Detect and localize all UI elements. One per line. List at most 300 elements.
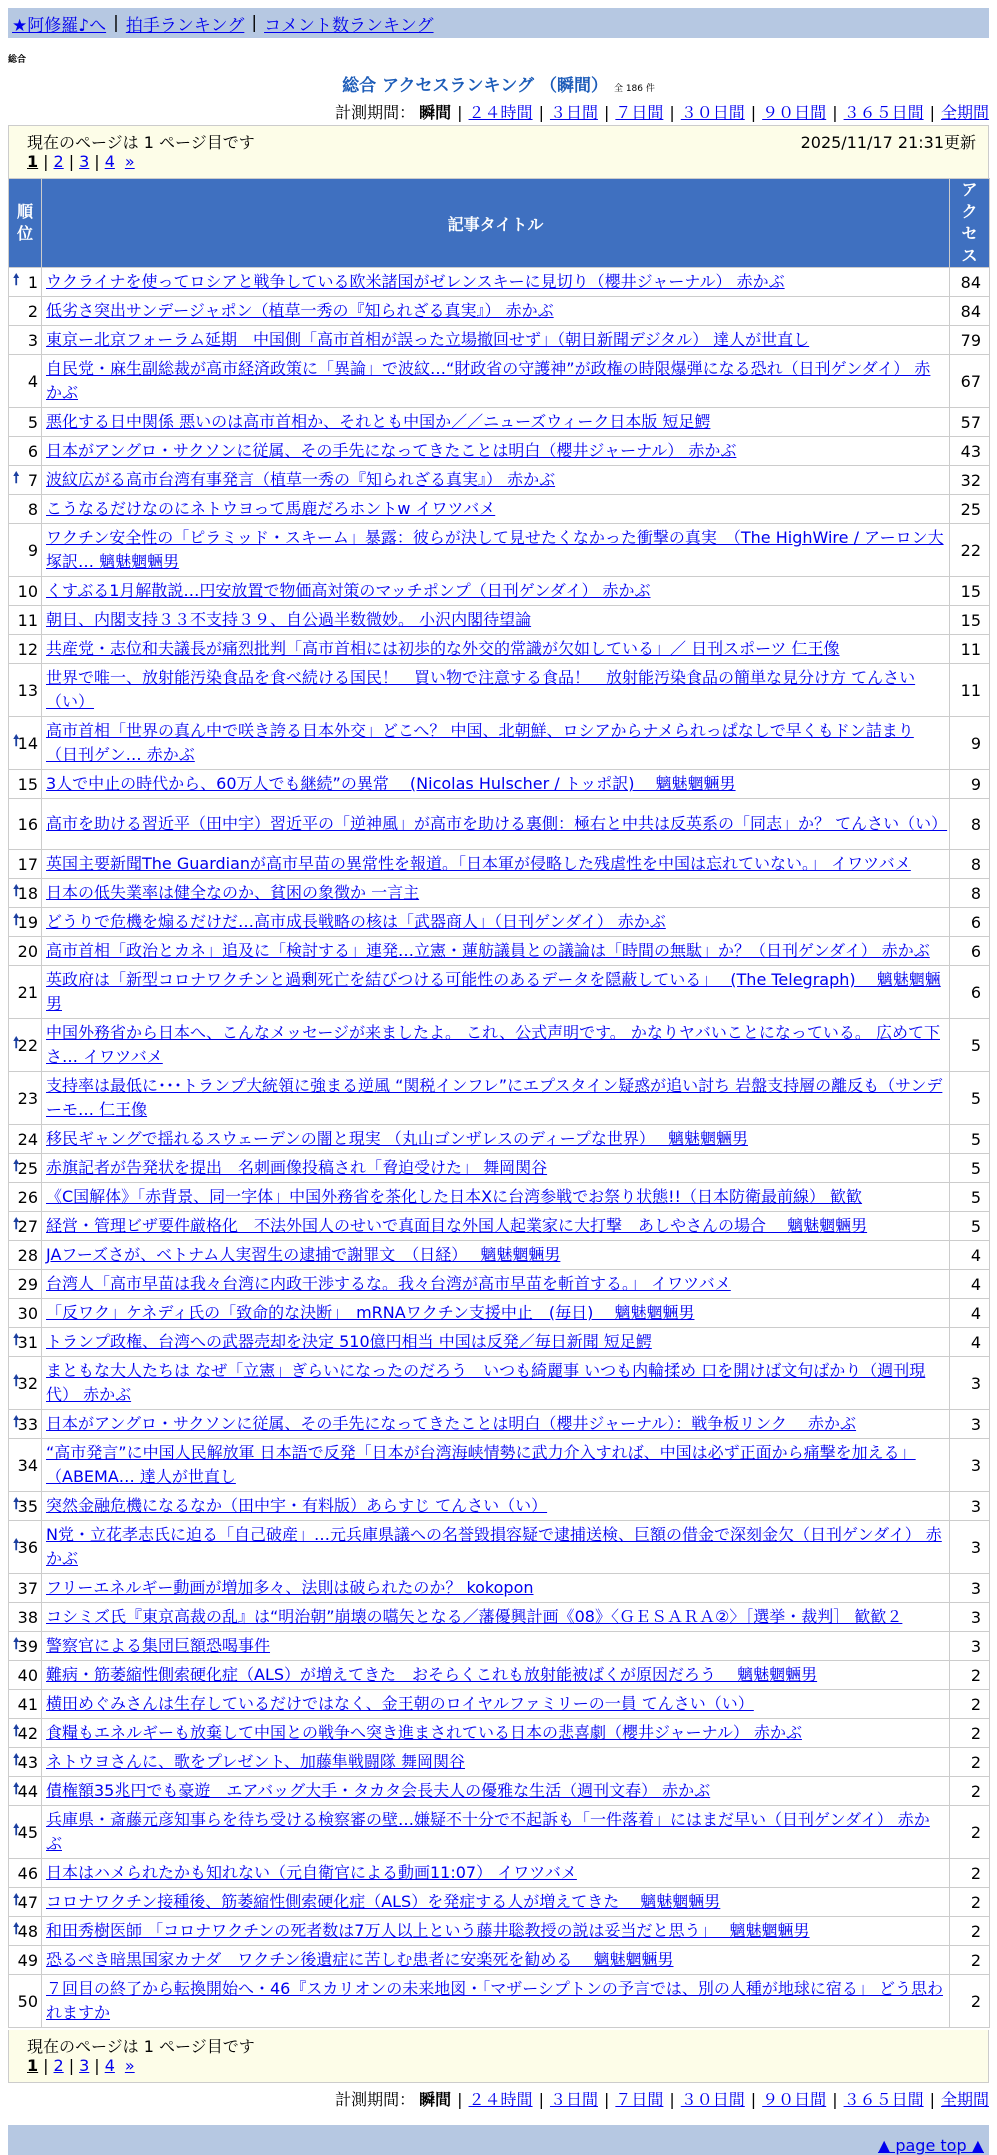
rank-cell <box>9 1719 42 1748</box>
access-count: 9 <box>950 770 990 799</box>
access-count: 11 <box>950 664 990 717</box>
title-cell <box>42 466 950 495</box>
current-page-text: 現在のページは 1 ページ目です <box>27 2037 255 2056</box>
period-separator: | <box>929 2090 935 2109</box>
table-row <box>9 717 990 770</box>
period-label: 計測期間： <box>335 103 416 122</box>
rank-cell <box>9 1492 42 1521</box>
rank-cell <box>9 1690 42 1719</box>
rank-number: 7 <box>27 470 38 490</box>
pager-link[interactable]: 3 <box>79 2056 90 2075</box>
title-cell <box>42 1777 950 1806</box>
access-count: 43 <box>950 437 990 466</box>
title-cell <box>42 879 950 908</box>
table-row <box>9 408 990 437</box>
access-count: 32 <box>950 466 990 495</box>
article-link[interactable]: 横田めぐみさんは生存しているだけではなく、金王朝のロイヤルファミリーの一員 てんさい（い） <box>46 1694 754 1713</box>
article-link[interactable]: 高市を助ける習近平（田中宇）習近平の「逆神風」が高市を助ける裏側：極右と中共は反英系の「同志」か？ てんさい（い） <box>46 814 948 833</box>
title-cell <box>42 717 950 770</box>
period-link[interactable]: ３６５日間 <box>843 2090 924 2109</box>
period-link[interactable]: ２４時間 <box>468 2090 533 2109</box>
article-link[interactable]: トランプ政権、台湾への武器売却を決定 510億円相当 中国は反発／毎日新聞 短足鰐 <box>46 1332 652 1351</box>
access-count: 22 <box>950 524 990 577</box>
pager-separator: | <box>68 2056 75 2075</box>
table-row <box>9 1125 990 1154</box>
access-count: 25 <box>950 495 990 524</box>
rank-cell <box>9 268 42 297</box>
rank-number: 9 <box>27 540 38 560</box>
article-link[interactable]: 「反ワク」ケネディ氏の「致命的な決断」 mRNAワクチン支援中止 (毎日) 魑魅魍魎男 <box>46 1303 695 1322</box>
title-cell <box>42 1241 950 1270</box>
article-link[interactable]: 移民ギャングで揺れるスウェーデンの闇と現実 （丸山ゴンザレスのディープな世界） 魑魅魍魎男 <box>46 1129 749 1148</box>
article-link[interactable]: 自民党・麻生副総裁が高市経済政策に「異論」で波紋…“財政省の守護神”が政権の時限爆弾になる恐れ（日刊ゲンダイ） 赤かぶ <box>46 359 931 402</box>
period-separator: | <box>832 103 838 122</box>
access-count: 3 <box>950 1574 990 1603</box>
article-link[interactable]: 低劣さ突出サンデージャポン（植草一秀の『知られざる真実』） 赤かぶ <box>46 301 554 320</box>
table-row <box>9 937 990 966</box>
rank-cell <box>9 1748 42 1777</box>
rank-cell <box>9 850 42 879</box>
rank-number: 16 <box>17 814 38 834</box>
period-separator: | <box>457 2090 463 2109</box>
table-row <box>9 1521 990 1574</box>
article-link[interactable]: 食糧もエネルギーも放棄して中国との戦争へ突き進まされている日本の悲喜劇（櫻井ジャーナル） 赤かぶ <box>46 1723 802 1742</box>
pager-separator: | <box>94 152 100 171</box>
rank-cell <box>9 1603 42 1632</box>
rank-cell <box>9 1806 42 1859</box>
period-link[interactable]: ７日間 <box>615 103 664 122</box>
table-row <box>9 1410 990 1439</box>
table-row <box>9 1439 990 1492</box>
title-cell <box>42 1072 950 1125</box>
rank-cell <box>9 908 42 937</box>
table-row <box>9 524 990 577</box>
access-count: 11 <box>950 635 990 664</box>
rank-up-arrow-icon: 🠕 <box>13 731 20 750</box>
title-cell <box>42 1299 950 1328</box>
table-row <box>9 1888 990 1917</box>
rank-number: 32 <box>17 1373 38 1393</box>
rank-cell <box>9 1946 42 1975</box>
title-cell <box>42 1859 950 1888</box>
page-title-text: 総合 アクセスランキング （瞬間） <box>342 76 608 96</box>
article-link[interactable]: 英国主要新聞The Guardianが高市早苗の異常性を報道。「日本軍が侵略した残虐性を中国は忘れていない。」 イワツバメ <box>46 854 911 873</box>
period-separator: | <box>669 103 675 122</box>
pager-link[interactable]: 3 <box>79 152 90 171</box>
access-count: 5 <box>950 1212 990 1241</box>
pager-next[interactable]: » <box>124 2056 135 2075</box>
table-row <box>9 1019 990 1072</box>
table-row <box>9 908 990 937</box>
rank-cell <box>9 879 42 908</box>
table-row <box>9 1806 990 1859</box>
article-link[interactable]: 英政府は「新型コロナワクチンと過剰死亡を結びつける可能性のあるデータを隠蔽している」 (The Telegraph) 魑魅魍魎男 <box>46 970 941 1013</box>
title-cell <box>42 1154 950 1183</box>
period-separator: | <box>750 2090 757 2109</box>
period-link[interactable]: ３日間 <box>549 103 598 122</box>
rank-cell <box>9 635 42 664</box>
rank-number: 44 <box>17 1781 38 1801</box>
period-link[interactable]: 全期間 <box>940 103 989 122</box>
rank-up-arrow-icon: 🠕 <box>13 1919 20 1938</box>
article-link[interactable]: 東京ー北京フォーラム延期 中国側「高市首相が誤った立場撤回せず」（朝日新聞デジタル） 達人が世直し <box>46 330 810 349</box>
article-link[interactable]: 兵庫県・斎藤元彦知事らを待ち受ける検察審の壁…嫌疑不十分で不起訴も「一件落着」にはまだ早い（日刊ゲンダイ） 赤かぶ <box>46 1810 930 1853</box>
title-cell <box>42 1183 950 1212</box>
rank-cell <box>9 495 42 524</box>
period-link[interactable]: 全期間 <box>940 2090 989 2109</box>
article-link[interactable]: コロナワクチン接種後、筋萎縮性側索硬化症（ALS）を発症する人が増えてきた 魑魅魍魎男 <box>46 1892 721 1911</box>
article-link[interactable]: 世界で唯一、放射能汚染食品を食べ続ける国民！ 買い物で注意する食品！ 放射能汚染食品の簡単な見分け方 てんさい（い） <box>46 668 916 711</box>
title-cell <box>42 850 950 879</box>
table-row <box>9 1748 990 1777</box>
access-count: 6 <box>950 908 990 937</box>
rank-cell <box>9 408 42 437</box>
title-cell <box>42 664 950 717</box>
article-link[interactable]: コシミズ氏『東京高裁の乱』は“明治朝”崩壊の嚆矢となる／藩優興計画《08》〈ＧＥＳＡＲＡ②〉［選挙・裁判］ 歓歓２ <box>46 1607 903 1626</box>
access-count: 3 <box>950 1521 990 1574</box>
title-cell <box>42 1888 950 1917</box>
access-count: 67 <box>950 355 990 408</box>
home-link[interactable]: ★阿修羅♪へ <box>12 15 107 36</box>
title-cell <box>42 1975 950 2028</box>
title-cell <box>42 297 950 326</box>
article-link[interactable]: JAフーズさが、ベトナム人実習生の逮捕で謝罪文 （日経） 魑魅魍魎男 <box>46 1245 561 1264</box>
table-row <box>9 326 990 355</box>
access-count: 4 <box>950 1270 990 1299</box>
access-count: 15 <box>950 577 990 606</box>
article-link[interactable]: 支持率は最低に･･･トランプ大統領に強まる逆風 “関税インフレ”にエプスタイン疑惑が追い討ち 岩盤支持層の離反も（サンデーモ… 仁王像 <box>46 1076 943 1119</box>
page-info-box <box>8 125 989 178</box>
rank-number: 29 <box>17 1274 38 1294</box>
access-count: 5 <box>950 1154 990 1183</box>
col-access-header: アクセス <box>950 179 990 268</box>
pager-separator: | <box>68 152 75 171</box>
rank-number: 41 <box>17 1694 38 1714</box>
rank-up-arrow-icon: 🠕 <box>13 1330 20 1349</box>
rank-cell <box>9 1777 42 1806</box>
article-link[interactable]: こうなるだけなのにネトウヨって馬鹿だろホントw イワツバメ <box>46 499 496 518</box>
article-link[interactable]: 《C国解体》「赤背景、同一字体」中国外務省を茶化した日本Xに台湾参戦でお祭り状態!!（日本防衛最前線） 歓歓 <box>46 1187 863 1206</box>
rank-up-arrow-icon: 🠕 <box>13 1634 20 1653</box>
nav-separator: | <box>251 13 258 33</box>
title-cell <box>42 1492 950 1521</box>
rank-number: 42 <box>17 1723 38 1743</box>
access-count: 5 <box>950 1019 990 1072</box>
rank-cell <box>9 1521 42 1574</box>
period-link[interactable]: ２４時間 <box>468 103 533 122</box>
rank-cell <box>9 664 42 717</box>
table-row <box>9 799 990 850</box>
rank-cell <box>9 355 42 408</box>
access-count: 3 <box>950 1492 990 1521</box>
col-rank-header: 順位 <box>9 179 42 268</box>
title-cell <box>42 1328 950 1357</box>
rank-cell <box>9 1917 42 1946</box>
comment-ranking-link[interactable]: コメント数ランキング <box>264 15 434 36</box>
access-count: 2 <box>950 1806 990 1859</box>
article-link[interactable]: 経営・管理ビザ要件厳格化 不法外国人のせいで真面目な外国人起業家に大打撃 あしやさんの場合 魑魅魍魎男 <box>46 1216 868 1235</box>
period-link[interactable]: ９０日間 <box>762 2090 827 2109</box>
col-title-header: 記事タイトル <box>42 179 950 268</box>
rank-cell <box>9 466 42 495</box>
article-link[interactable]: 高市首相「世界の真ん中で咲き誇る日本外交」どこへ？ 中国、北朝鮮、ロシアからナメられっぱなしで早くもドン詰まり（日刊ゲン… 赤かぶ <box>46 721 914 764</box>
period-label: 計測期間： <box>335 2090 416 2109</box>
rank-up-arrow-icon: 🠕 <box>13 881 20 900</box>
period-current: 瞬間 <box>419 103 452 122</box>
table-row <box>9 635 990 664</box>
article-link[interactable]: 赤旗記者が告発状を提出 名刺画像投稿され「脅迫受けた」 舞岡関谷 <box>46 1158 548 1177</box>
pager-link[interactable]: 4 <box>104 152 115 171</box>
article-link[interactable]: 債権額35兆円でも豪遊 エアバッグ大手・タカタ会長夫人の優雅な生活（週刊文春） 赤かぶ <box>46 1781 711 1800</box>
article-link[interactable]: 恐るべき暗黒国家カナダ ワクチン後遺症に苦しむ患者に安楽死を勧める 魑魅魍魎男 <box>46 1950 674 1969</box>
access-count: 79 <box>950 326 990 355</box>
title-cell <box>42 1574 950 1603</box>
pager-separator: | <box>94 2056 100 2075</box>
rank-number: 10 <box>17 581 38 601</box>
clap-ranking-link[interactable]: 拍手ランキング <box>125 15 245 36</box>
title-cell <box>42 1019 950 1072</box>
table-row <box>9 1632 990 1661</box>
title-cell <box>42 1521 950 1574</box>
rank-number: 4 <box>27 371 38 391</box>
access-count: 2 <box>950 1975 990 2028</box>
rank-number: 48 <box>17 1921 38 1941</box>
access-count: 84 <box>950 297 990 326</box>
period-separator: | <box>538 2090 544 2109</box>
title-cell <box>42 268 950 297</box>
access-count: 8 <box>950 850 990 879</box>
rank-number: 45 <box>17 1822 38 1842</box>
article-link[interactable]: ワクチン安全性の「ピラミッド・スキーム」暴露：彼らが決して見せたくなかった衝撃の真実 （The HighWire / アーロン大塚訳… 魑魅魍魎男 <box>46 528 944 571</box>
title-cell <box>42 1270 950 1299</box>
title-cell <box>42 770 950 799</box>
table-row <box>9 770 990 799</box>
access-count: 84 <box>950 268 990 297</box>
access-count: 3 <box>950 1632 990 1661</box>
table-row <box>9 1270 990 1299</box>
period-link[interactable]: ３６５日間 <box>843 103 924 122</box>
title-cell <box>42 1946 950 1975</box>
rank-number: 6 <box>27 441 38 461</box>
access-count: 2 <box>950 1661 990 1690</box>
article-link[interactable]: 波紋広がる高市台湾有事発言（植草一秀の『知られざる真実』） 赤かぶ <box>46 470 556 489</box>
table-row <box>9 1719 990 1748</box>
access-count: 2 <box>950 1719 990 1748</box>
rank-up-arrow-icon: 🠕 <box>13 468 20 487</box>
rank-up-arrow-icon: 🠕 <box>13 1535 20 1554</box>
access-count: 3 <box>950 1410 990 1439</box>
article-link[interactable]: 共産党・志位和夫議長が痛烈批判「高市首相には初歩的な外交的常識が欠如している」／ 日刊スポーツ 仁王像 <box>46 639 840 658</box>
article-link[interactable]: フリーエネルギー動画が増加多々、法則は破られたのか？ kokopon <box>46 1578 534 1597</box>
rank-cell <box>9 577 42 606</box>
rank-cell <box>9 1241 42 1270</box>
rank-cell <box>9 1574 42 1603</box>
rank-up-arrow-icon: 🠕 <box>13 1033 20 1052</box>
rank-number: 11 <box>17 610 38 630</box>
rank-cell <box>9 606 42 635</box>
rank-number: 27 <box>17 1216 38 1236</box>
rank-number: 31 <box>17 1332 38 1352</box>
article-link[interactable]: どうりで危機を煽るだけだ…高市成長戦略の核は「武器商人」（日刊ゲンダイ） 赤かぶ <box>46 912 666 931</box>
table-row <box>9 1603 990 1632</box>
access-count: 4 <box>950 1328 990 1357</box>
pager-link[interactable]: 4 <box>104 2056 115 2075</box>
rank-up-arrow-icon: 🠕 <box>13 1890 20 1909</box>
pager-next[interactable]: » <box>124 152 135 171</box>
rank-cell <box>9 1632 42 1661</box>
table-row <box>9 1917 990 1946</box>
rank-number: 5 <box>27 412 38 432</box>
article-link[interactable]: 高市首相「政治とカネ」追及に「検討する」連発…立憲・蓮舫議員との議論は「時間の無駄」か？（日刊ゲンダイ） 赤かぶ <box>46 941 930 960</box>
period-separator: | <box>832 2090 838 2109</box>
access-count: 3 <box>950 1603 990 1632</box>
rank-cell <box>9 1019 42 1072</box>
table-row <box>9 966 990 1019</box>
article-link[interactable]: “高市発言”に中国人民解放軍 日本語で反発「日本が台湾海峡情勢に武力介入すれば、中国は必ず正面から痛撃を加える」（ABEMA… 達人が世直し <box>46 1443 916 1486</box>
title-cell <box>42 1632 950 1661</box>
rank-number: 46 <box>17 1863 38 1883</box>
rank-up-arrow-icon: 🠕 <box>13 1156 20 1175</box>
table-row <box>9 664 990 717</box>
article-link[interactable]: 日本はハメられたかも知れない（元自衛官による動画11:07） イワツバメ <box>46 1863 577 1882</box>
rank-number: 37 <box>17 1578 38 1598</box>
rank-number: 3 <box>27 330 38 350</box>
period-separator: | <box>457 103 463 122</box>
title-cell <box>42 1719 950 1748</box>
rank-cell <box>9 1859 42 1888</box>
table-row <box>9 577 990 606</box>
rank-up-arrow-icon: 🠕 <box>13 1779 20 1798</box>
table-row <box>9 297 990 326</box>
rank-cell <box>9 1299 42 1328</box>
rank-number: 33 <box>17 1414 38 1434</box>
rank-number: 25 <box>17 1158 38 1178</box>
rank-number: 28 <box>17 1245 38 1265</box>
article-link[interactable]: 和田秀樹医師 「コロナワクチンの死者数は7万人以上という藤井聡教授の説は妥当だと思う」 魑魅魍魎男 <box>46 1921 810 1940</box>
rank-cell <box>9 1357 42 1410</box>
rank-number: 39 <box>17 1636 38 1656</box>
rank-up-arrow-icon: 🠕 <box>13 910 20 929</box>
access-count: 2 <box>950 1917 990 1946</box>
genre-label: 総合 <box>8 55 27 65</box>
rank-number: 30 <box>17 1303 38 1323</box>
pager-link[interactable]: 2 <box>53 152 64 171</box>
article-link[interactable]: まともな大人たちは なぜ「立憲」ぎらいになったのだろう いつも綺麗事 いつも内輪揉め 口を開けば文句ばかり（週刊現代） 赤かぶ <box>46 1361 926 1404</box>
table-row <box>9 1777 990 1806</box>
access-count: 4 <box>950 1299 990 1328</box>
article-link[interactable]: 日本の低失業率は健全なのか、貧困の象徴か 一言主 <box>46 883 420 902</box>
article-link[interactable]: 突然金融危機になるなか（田中宇・有料版）あらすじ てんさい（い） <box>46 1496 548 1515</box>
title-cell <box>42 799 950 850</box>
access-count: 4 <box>950 1241 990 1270</box>
title-cell <box>42 1410 950 1439</box>
article-link[interactable]: 悪化する日中関係 悪いのは高市首相か、それとも中国か／／ニューズウィーク日本版 短足鰐 <box>46 412 711 431</box>
access-count: 8 <box>950 799 990 850</box>
table-row <box>9 1574 990 1603</box>
pager-separator: | <box>43 2056 49 2075</box>
rank-cell <box>9 1212 42 1241</box>
rank-number: 20 <box>17 941 38 961</box>
title-cell <box>42 1603 950 1632</box>
period-link[interactable]: ３０日間 <box>680 103 745 122</box>
table-row <box>9 355 990 408</box>
article-link[interactable]: 朝日、内閣支持３３不支持３９、自公過半数微妙。 小沢内閣待望論 <box>46 610 532 629</box>
title-cell <box>42 326 950 355</box>
period-current: 瞬間 <box>419 2090 452 2109</box>
article-link[interactable]: 日本がアングロ・サクソンに従属、その手先になってきたことは明白（櫻井ジャーナル） 赤かぶ <box>46 441 737 460</box>
table-row <box>9 437 990 466</box>
article-link[interactable]: 日本がアングロ・サクソンに従属、その手先になってきたことは明白（櫻井ジャーナル）：戦争板リンク 赤かぶ <box>46 1414 857 1433</box>
period-selector <box>0 100 989 123</box>
rank-cell <box>9 1154 42 1183</box>
article-link[interactable]: ウクライナを使ってロシアと戦争している欧米諸国がゼレンスキーに見切り（櫻井ジャーナル） 赤かぶ <box>46 272 785 291</box>
access-count: 2 <box>950 1690 990 1719</box>
pager-separator: | <box>43 152 49 171</box>
rank-number: 50 <box>17 1991 38 2011</box>
article-link[interactable]: 中国外務省から日本へ、こんなメッセージが来ましたよ。 これ、公式声明です。 かなりヤバいことになっている。 広めて下さ… イワツバメ <box>46 1023 940 1066</box>
rank-number: 24 <box>17 1129 38 1149</box>
period-selector-bottom <box>0 2087 989 2110</box>
article-link[interactable]: 警察官による集団巨額恐喝事件 <box>46 1636 271 1655</box>
rank-number: 19 <box>17 912 38 932</box>
title-cell <box>42 437 950 466</box>
table-row <box>9 1212 990 1241</box>
access-count: 2 <box>950 1859 990 1888</box>
period-link[interactable]: ７日間 <box>615 2090 664 2109</box>
rank-number: 22 <box>17 1035 38 1055</box>
pager-current: 1 <box>27 152 39 171</box>
period-separator: | <box>669 2090 675 2109</box>
rank-number: 17 <box>17 854 38 874</box>
page-info-box-bottom <box>8 2030 989 2083</box>
title-cell <box>42 1125 950 1154</box>
period-link[interactable]: ３日間 <box>549 2090 598 2109</box>
access-count: 8 <box>950 879 990 908</box>
article-link[interactable]: ネトウヨさんに、歌をプレゼント、加藤隼戦闘隊 舞岡関谷 <box>46 1752 466 1771</box>
article-link[interactable]: N党・立花孝志氏に迫る「自己破産」…元兵庫県議への名誉毀損容疑で逮捕送検、巨額の借金で深刻金欠（日刊ゲンダイ） 赤かぶ <box>46 1525 942 1568</box>
title-cell <box>42 1917 950 1946</box>
current-page-text: 現在のページは 1 ページ目です <box>27 133 255 152</box>
period-separator: | <box>929 103 935 122</box>
rank-number: 12 <box>17 639 38 659</box>
rank-number: 38 <box>17 1607 38 1627</box>
article-link[interactable]: くすぶる1月解散説…円安放置で物価高対策のマッチポンプ（日刊ゲンダイ） 赤かぶ <box>46 581 651 600</box>
article-link[interactable]: 難病・筋萎縮性側索硬化症（ALS）が増えてきた おそらくこれも放射能被ばくが原因だろう 魑魅魍魎男 <box>46 1665 818 1684</box>
rank-cell <box>9 524 42 577</box>
period-separator: | <box>603 103 610 122</box>
period-link[interactable]: ９０日間 <box>762 103 827 122</box>
rank-cell <box>9 799 42 850</box>
table-row <box>9 1241 990 1270</box>
period-link[interactable]: ３０日間 <box>680 2090 745 2109</box>
page-top-link[interactable]: ▲ page top ▲ <box>877 2136 984 2155</box>
rank-up-arrow-icon: 🠕 <box>13 1721 20 1740</box>
table-row <box>9 268 990 297</box>
article-link[interactable]: 3人で中止の時代から、60万人でも継続”の異常 (Nicolas Hulscher / トッポ訳) 魑魅魍魎男 <box>46 774 736 793</box>
table-row <box>9 1357 990 1410</box>
pager-link[interactable]: 2 <box>53 2056 64 2075</box>
article-link[interactable]: ７回目の終了から転換開始へ・46『スカリオンの未来地図・「マザーシプトンの予言では、別の人種が地球に宿る」 どう思われますか <box>46 1979 943 2022</box>
rank-number: 18 <box>17 883 38 903</box>
pagination-bottom <box>27 2056 976 2080</box>
title-cell <box>42 495 950 524</box>
access-count: 6 <box>950 966 990 1019</box>
title-cell <box>42 1661 950 1690</box>
access-count: 5 <box>950 1072 990 1125</box>
title-cell <box>42 937 950 966</box>
article-link[interactable]: 台湾人「高市早苗は我々台湾に内政干渉するな。我々台湾が高市早苗を斬首する。」 イワツバメ <box>46 1274 731 1293</box>
title-cell <box>42 606 950 635</box>
